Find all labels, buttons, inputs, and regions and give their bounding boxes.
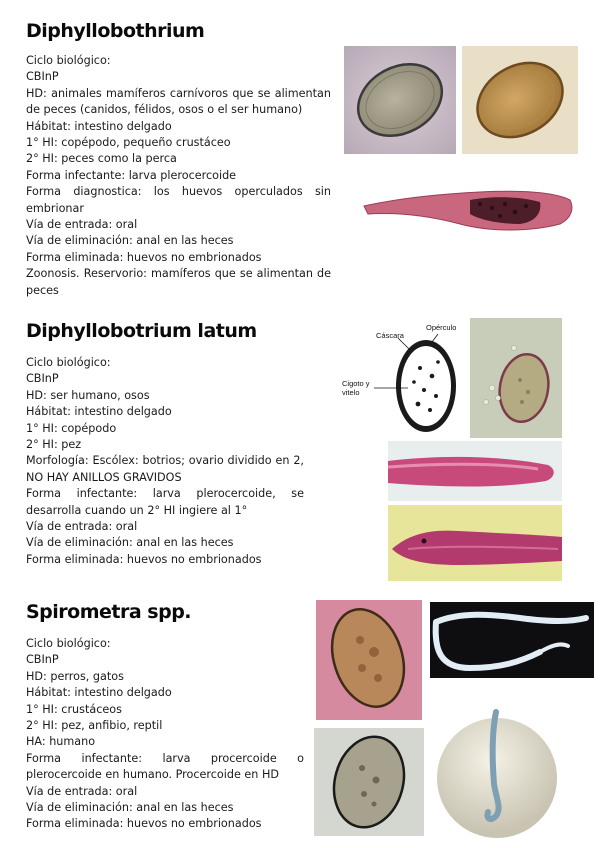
text-line: Morfología: Escólex: botrios; ovario dividido en 2, NO HAY ANILLOS GRAVIDOS [26,454,304,484]
text-line: Ciclo biológico: [26,54,111,67]
text-line: HD: perros, gatos [26,669,124,683]
text-line: Vía de eliminación: anal en las heces [26,801,234,815]
text-line: HD: animales mamíferos carnívoros que se alimentan de peces (canidos, félidos, osos o el ser humano) [26,86,331,117]
egg-micrograph-grey [344,46,456,154]
section-body-diphyllobotrium-latum [26,355,304,568]
text-line: CBInP [26,653,59,667]
text-line: Ciclo biológico: [26,637,111,650]
text-line: 1° HI: copépodo [26,421,117,435]
text-line: Zoonosis. Reservorio: mamíferos que se alimentan de peces [26,267,331,297]
text-line: Vía de eliminación: anal en las heces [26,234,234,248]
text-line: HD: ser humano, osos [26,388,150,402]
text-line: Hábitat: intestino delgado [26,405,172,419]
label-cascara: Cáscara [376,331,404,340]
text-line: Vía de eliminación: anal en las heces [26,536,234,550]
tapeworm-image-dark [430,602,594,678]
text-line: CBInP [26,70,59,84]
larva-micrograph-round [436,688,558,840]
egg-diagram [340,318,468,438]
text-line: Vía de entrada: oral [26,784,138,798]
section-title-spirometra: Spirometra spp. [26,601,192,623]
text-line: Forma eliminada: huevos no embrionados [26,250,262,264]
egg-micrograph-green [470,318,562,438]
label-vitelo: vitelo [342,388,360,397]
text-line: Forma eliminada: huevos no embrionados [26,552,262,566]
scolex-image-yellow-bg [388,505,562,581]
text-line: Hábitat: intestino delgado [26,686,172,700]
label-operculo: Opérculo [426,323,457,332]
text-line: Forma infectante: larva plerocercoide, se desarrolla cuando un 2° HI ingiere al 1° [26,487,304,517]
text-line: 2° HI: pez, anfibio, reptil [26,719,163,733]
egg-micrograph-grey-2 [314,728,424,836]
section-body-diphyllobothrium [26,53,331,299]
text-line: Vía de entrada: oral [26,218,138,232]
text-line: CBInP [26,372,59,386]
section-body-spirometra [26,636,304,833]
egg-micrograph-brown [462,46,578,154]
text-line: 2° HI: pez [26,438,82,452]
section-title-diphyllobotrium-latum: Diphyllobotrium latum [26,320,257,342]
section-title-diphyllobothrium: Diphyllobothrium [26,20,205,42]
text-line: Forma infectante: larva procercoide o plerocercoide en humano. Procercoide en HD [26,751,304,782]
text-line: 2° HI: peces como la perca [26,152,177,166]
text-line: Ciclo biológico: [26,356,111,369]
text-line: Forma diagnostica: los huevos operculados sin embrionar [26,185,331,215]
text-line: Vía de entrada: oral [26,520,138,534]
text-line: Forma infectante: larva plerocercoide [26,168,237,182]
label-cigoto: Cigoto y [342,379,370,388]
egg-micrograph-pink [316,600,422,720]
text-line: HA: humano [26,735,96,749]
text-line: Hábitat: intestino delgado [26,119,172,133]
scolex-image-pink [388,441,562,501]
text-line: 1° HI: copépodo, pequeño crustáceo [26,136,231,150]
text-line: 1° HI: crustáceos [26,702,122,716]
tapeworm-stained-image [360,178,578,244]
text-line: Forma eliminada: huevos no embrionados [26,817,262,831]
